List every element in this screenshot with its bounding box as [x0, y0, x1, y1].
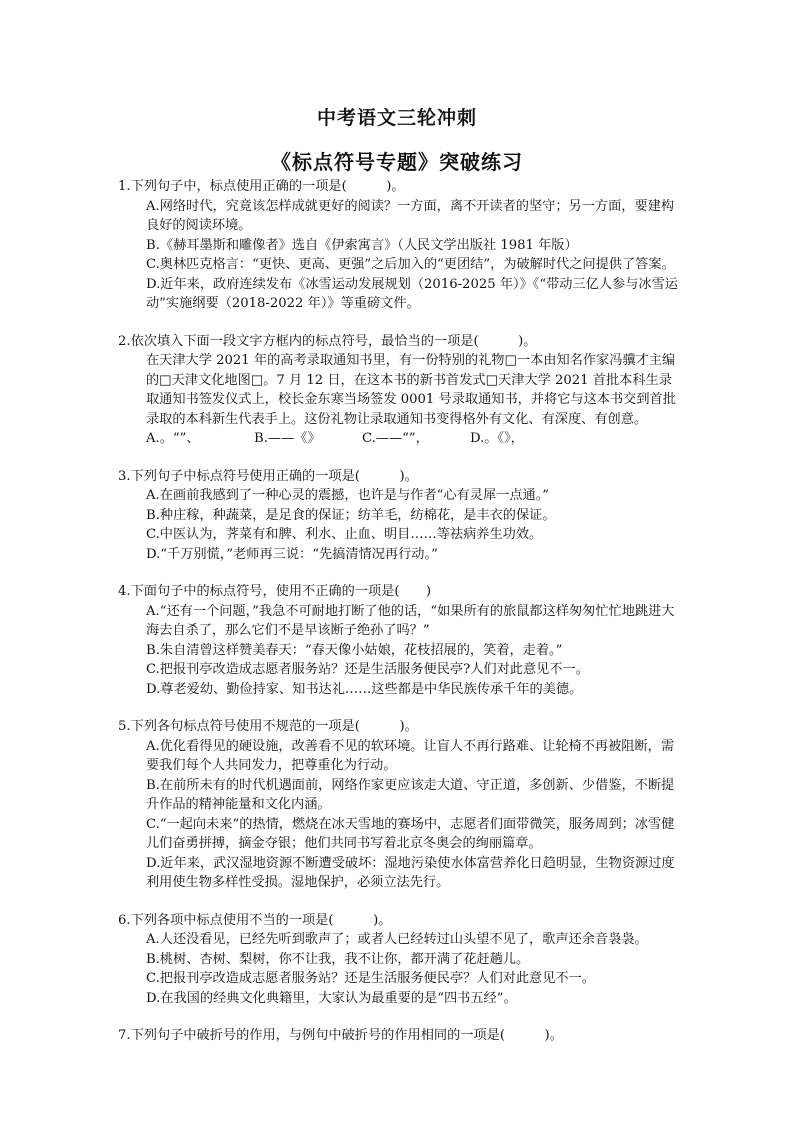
- question-list: [120, 177, 680, 1046]
- question-stem: 6.下列各项中标点使用不当的一项是( )。: [118, 912, 392, 928]
- option-b: B.《赫耳墨斯和雕像者》选自《伊索寓言》（人民文学出版社 1981 年版）: [146, 237, 578, 253]
- question-stem: 1.下列句子中，标点使用正确的一项是( )。: [118, 179, 405, 194]
- option-d: D.尊老爱幼、勤俭持家、知书达礼……这些都是中华民族传承千年的美德。: [146, 681, 583, 697]
- question-stem: 2.依次填入下面一段文字方框内的标点符号，最恰当的一项是( )。: [118, 333, 537, 349]
- question-1: [120, 177, 680, 314]
- question-stem: 5.下列各句标点符号使用不规范的一项是( )。: [118, 719, 418, 734]
- option-a: A.网络时代，究竟该怎样成就更好的阅读？一方面，离不开读者的坚守；另一方面，要建构良好的阅读环境。: [146, 198, 675, 233]
- option-c: C.把报刊亭改造成志愿者服务站？还是生活服务便民亭？人们对此意见不一。: [146, 971, 595, 986]
- choice-a: A.。“”、: [146, 431, 200, 446]
- option-a: A.在画前我感到了一种心灵的震撼，也许是与作者“心有灵犀一点通。”: [146, 488, 550, 503]
- question-stem: 4.下面句子中的标点符号，使用不正确的一项是( ): [118, 584, 431, 599]
- option-c: C.“一起向未来”的热情，燃烧在冰天雪地的赛场中，志愿者们面带微笑，服务周到；冰雪健儿们奋勇拼搏，摘金夺银；他们共同书写着北京冬奥会的绚丽篇章。: [146, 816, 675, 851]
- question-5: [120, 717, 680, 893]
- option-a: A.“还有一个问题，”我急不可耐地打断了他的话，“如果所有的旅鼠都这样匆匆忙忙地跳进大海去自杀了，那么它们不是早该断子绝孙了吗？”: [146, 603, 675, 638]
- choice-c: C.——“”，: [362, 431, 429, 446]
- question-3: [120, 467, 680, 565]
- option-b: B.在前所未有的时代机遇面前，网络作家更应该走大道、守正道，多创新、少借鉴，不断提升作品的精神能量和文化内涵。: [146, 777, 675, 812]
- option-c: C.奥林匹克格言：“更快、更高、更强”之后加入的“更团结”，为破解时代之问提供了答案。: [146, 257, 675, 272]
- question-passage: 在天津大学 2021 年的高考录取通知书里，有一份特别的礼物□一本由知名作家冯骥才主编的□天津文化地图□。7 月 12 日，在这本书的新书首发式□天津大学 2021 首批本科生录取通知书签发仪式上，校长金东寒当场签发 0001 号录取通知书，并将它与这本书交到首批录取的本科新生代表手上。这份礼物让录取通知书变得格外有文化、有深度、有创意。: [146, 353, 676, 427]
- option-d: D.“千万别慌，”老师再三说：“先搞清情况再行动。”: [146, 546, 438, 562]
- page-subtitle: 《标点符号专题》突破练习: [271, 150, 523, 174]
- question-6: [120, 911, 680, 1009]
- option-b: B.桃树、杏树、梨树，你不让我，我不让你，都开满了花赶趟儿。: [146, 951, 530, 967]
- question-stem: 7.下列句子中破折号的作用，与例句中破折号的作用相同的一项是( )。: [118, 1028, 563, 1043]
- option-c: C.中医认为，荠菜有和脾、利水、止血、明目……等祛病养生功效。: [146, 527, 543, 542]
- choice-row: [120, 429, 680, 449]
- option-c: C.把报刊亭改造成志愿者服务站？还是生活服务便民亭?人们对此意见不一。: [146, 662, 589, 677]
- option-d: D.在我国的经典文化典籍里，大家认为最重要的是“四书五经”。: [146, 990, 517, 1006]
- option-d: D.近年来，武汉湿地资源不断遭受破坏：湿地污染使水体富营养化日趋明显，生物资源过度利用使生物多样性受损。湿地保护，必须立法先行。: [146, 855, 675, 890]
- question-4: [120, 582, 680, 699]
- option-a: A.优化看得见的硬设施，改善看不见的软环境。让盲人不再行路难、让轮椅不再被阻断，需要我们每个人共同发力，把尊重化为行动。: [146, 738, 675, 773]
- option-a: A.人还没看见，已经先听到歌声了；或者人已经转过山头望不见了，歌声还余音袅袅。: [146, 932, 648, 947]
- choice-d: D.。《》，: [470, 431, 524, 446]
- option-b: B.朱自清曾这样赞美春天：“春天像小姑娘，花枝招展的，笑着，走着。”: [146, 642, 563, 658]
- option-b: B.种庄稼，种蔬菜，是足食的保证；纺羊毛，纺棉花，是丰衣的保证。: [146, 507, 556, 523]
- page-title: 中考语文三轮冲刺: [316, 107, 477, 129]
- question-2: [120, 332, 680, 449]
- choice-b: B.——《》: [254, 431, 321, 446]
- question-stem: 3.下列句子中标点符号使用正确的一项是( )。: [118, 468, 418, 484]
- option-d: D.近年来，政府连续发布《冰雪运动发展规划（2016-2025 年）》《“带动三亿人参与冰雪运动”实施纲要（2018-2022 年）》等重磅文件。: [146, 276, 678, 311]
- question-7: [120, 1026, 680, 1046]
